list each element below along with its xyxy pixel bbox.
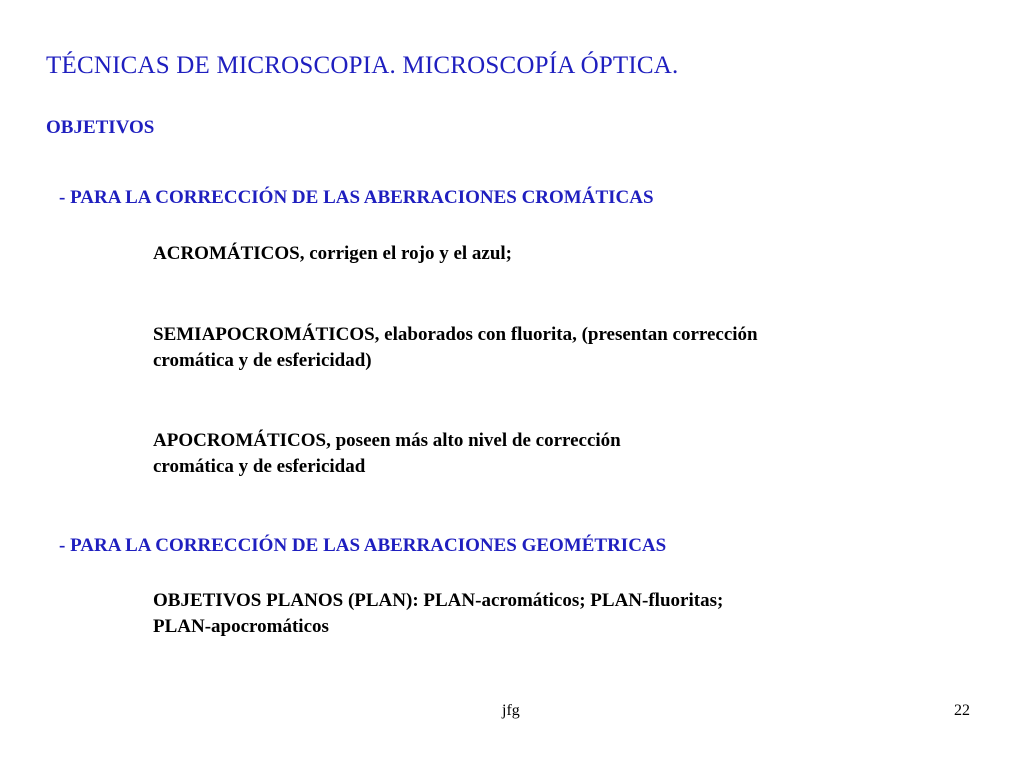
item-line: cromática y de esfericidad <box>153 456 366 477</box>
item-line: ACROMÁTICOS, corrigen el rojo y el azul; <box>153 243 513 264</box>
slide-title: TÉCNICAS DE MICROSCOPIA. MICROSCOPÍA ÓPTICA. <box>46 52 679 79</box>
geometric-item-plan <box>153 588 723 640</box>
item-line: APOCROMÁTICOS, poseen más alto nivel de corrección <box>153 430 621 451</box>
item-line: cromática y de esfericidad) <box>153 350 372 371</box>
item-line: OBJETIVOS PLANOS (PLAN): PLAN-acromáticos; PLAN-fluoritas; <box>153 590 724 611</box>
item-line: PLAN-apocromáticos <box>153 616 329 637</box>
geometric-heading: - PARA LA CORRECCIÓN DE LAS ABERRACIONES GEOMÉTRICAS <box>59 535 667 556</box>
item-line: SEMIAPOCROMÁTICOS, elaborados con fluorita, (presentan corrección <box>153 324 758 345</box>
footer-author: jfg <box>502 702 520 719</box>
chromatic-heading: - PARA LA CORRECCIÓN DE LAS ABERRACIONES CROMÁTICAS <box>59 187 654 208</box>
chromatic-item-apocromaticos <box>153 428 621 480</box>
section-title-objetivos: OBJETIVOS <box>46 117 155 138</box>
chromatic-item-semiapocromaticos <box>153 322 758 374</box>
footer-page-number: 22 <box>954 702 970 719</box>
chromatic-item-acromaticos <box>153 241 512 267</box>
